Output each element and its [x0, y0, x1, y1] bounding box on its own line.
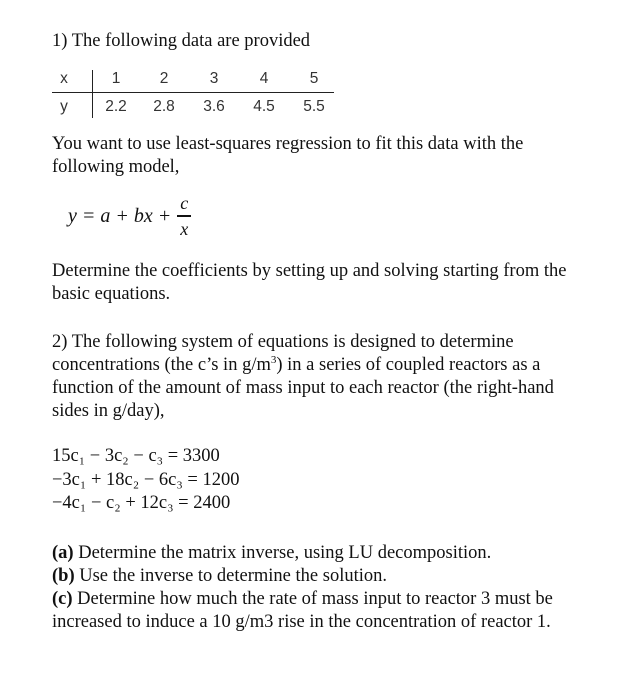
data-table	[52, 66, 342, 120]
question-1-intro: You want to use least-squares regression to fit this data with the following model,	[52, 134, 524, 177]
table-x-label: x	[60, 70, 68, 87]
equation-line: −4c₁ − c₂ + 12c₃ = 2400	[52, 493, 231, 513]
question-2-intro	[52, 331, 592, 423]
table-y-value: 3.6	[203, 98, 225, 115]
table-horizontal-rule	[52, 92, 334, 93]
part-b-text: Use the inverse to determine the solution.	[74, 566, 387, 586]
equation-line: 15c₁ − 3c₂ − c₃ = 3300	[52, 446, 220, 466]
unit-superscript: 3	[270, 353, 277, 366]
question-2-intro-end: ) in a series of coupled reactors as a function of the amount of mass input to each reactor (the right-hand sides in g/day),	[52, 355, 554, 421]
table-y-value: 4.5	[253, 98, 275, 115]
fraction-denominator: x	[180, 218, 189, 239]
table-x-value: 4	[259, 70, 269, 87]
table-x-value: 5	[309, 70, 319, 87]
table-vertical-rule	[92, 70, 93, 118]
part-a-label: (a)	[52, 543, 74, 563]
model-equation	[68, 188, 191, 244]
table-y-value: 5.5	[303, 98, 325, 115]
part-a	[52, 542, 582, 565]
question-1-heading: 1) The following data are provided	[52, 31, 311, 51]
model-fraction	[177, 193, 191, 239]
question-1-instruction: Determine the coefficients by setting up and solving starting from the basic equations.	[52, 261, 567, 304]
table-y-value: 2.8	[153, 98, 175, 115]
equation-line: −3c₁ + 18c₂ − 6c₃ = 1200	[52, 469, 240, 490]
table-y-value: 2.2	[105, 98, 127, 115]
question-2-intro-start: 2) The following system of equations is designed to determine concentrations (the c’s in g/m	[52, 332, 514, 375]
equation-system	[52, 445, 239, 516]
table-x-value: 3	[209, 70, 219, 87]
part-b-label: (b)	[52, 566, 75, 586]
part-a-text: Determine the matrix inverse, using LU decomposition.	[73, 543, 492, 563]
part-b	[52, 565, 582, 588]
part-c-text: Determine how much the rate of mass input to reactor 3 must be increased to induce a 10 g/m3 rise in the concentration of reactor 1.	[52, 589, 553, 632]
part-c	[52, 588, 582, 634]
part-c-label: (c)	[52, 589, 73, 609]
table-y-label: y	[60, 98, 68, 115]
question-2-parts	[52, 542, 582, 634]
fraction-bar	[177, 215, 191, 217]
model-equation-lhs: y = a + bx +	[68, 204, 172, 227]
fraction-numerator: c	[180, 193, 189, 214]
table-x-value: 2	[159, 70, 169, 87]
table-x-value: 1	[111, 70, 121, 87]
